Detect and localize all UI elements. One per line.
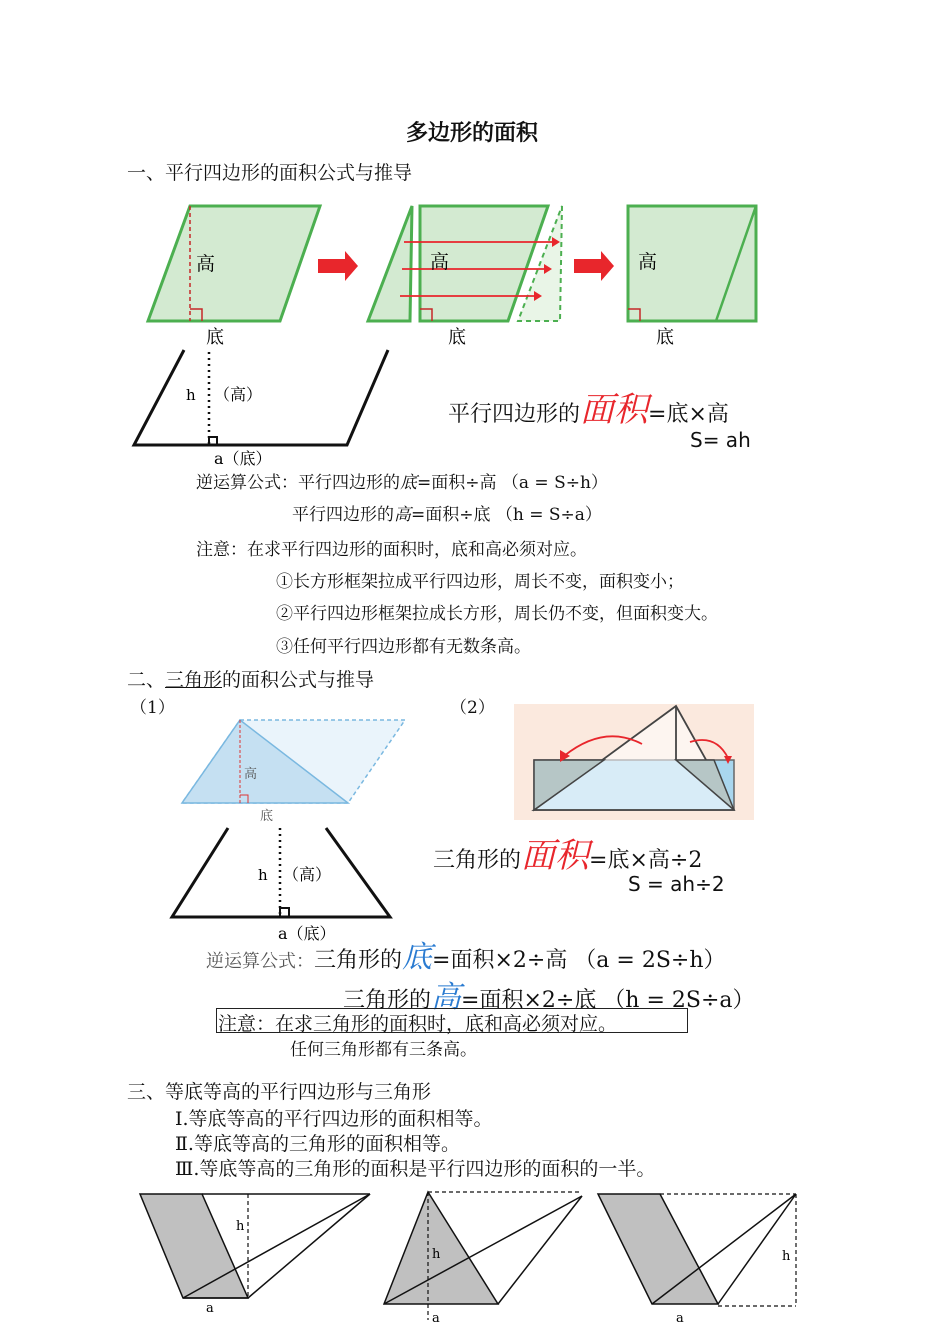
- fig1-height-label: 高: [196, 253, 216, 275]
- red-arrow-1: [318, 251, 358, 281]
- fig3-base-label: 底: [656, 327, 674, 348]
- parallelogram-inverse-2: 平行四边形的高=面积÷底 （h = S÷a）: [292, 505, 602, 525]
- diag2-base-label: a（底）: [278, 924, 336, 943]
- gray-triangle: [384, 1192, 498, 1304]
- section3-item-2: Ⅱ.等底等高的三角形的面积相等。: [175, 1133, 460, 1155]
- triangle-note: 注意：在求三角形的面积时，底和高必须对应。: [218, 1013, 618, 1035]
- diag2-h-label: h: [258, 866, 268, 884]
- section2-sub2: （2）: [450, 698, 495, 718]
- triangle-ha-diagram: [168, 826, 398, 948]
- diag1-h-label: h: [186, 386, 196, 404]
- tri-formula-emph-area: 面积: [521, 836, 590, 876]
- triangle-inverse-1: 逆运算公式：三角形的底=面积×2÷高 （a = 2S÷h）: [206, 940, 726, 975]
- section3-heading: 三、等底等高的平行四边形与三角形: [127, 1081, 432, 1103]
- parallelogram-inverse-1: 逆运算公式：平行四边形的底=面积÷高 （a = S÷h）: [196, 473, 608, 493]
- equal-base-height-figure-2: [382, 1188, 592, 1328]
- red-arrow-2: [574, 251, 614, 281]
- fig1-base-label: 底: [206, 327, 224, 348]
- section2-sub1: （1）: [130, 698, 175, 718]
- formula-emph-area: 面积: [580, 390, 649, 430]
- fig2-base-label: 底: [448, 327, 466, 348]
- fig-b2-a: a: [432, 1311, 440, 1326]
- diag1-height-label: （高）: [214, 385, 263, 404]
- fig-b1-a: a: [206, 1301, 214, 1316]
- parallelogram-note: 注意：在求平行四边形的面积时，底和高必须对应。: [196, 540, 587, 560]
- parallelogram-green-1: [148, 206, 320, 321]
- tri-fig-height-label: 高: [244, 767, 258, 782]
- triangle-area-symbol: S = ah÷2: [628, 872, 725, 896]
- fig-b2-h: h: [432, 1247, 441, 1262]
- cut-triangle: [368, 206, 412, 321]
- triangle-doubling-figure: [180, 718, 410, 828]
- parallelogram-cut-figure: [140, 198, 770, 353]
- page-title: 多边形的面积: [406, 120, 539, 146]
- fig-b3-a: a: [676, 1311, 684, 1326]
- parallelogram-point-2: ②平行四边形框架拉成长方形，周长仍不变，但面积变大。: [276, 604, 718, 624]
- triangle-folding-figure: [514, 704, 754, 820]
- triangle-inverse-2: 三角形的高=面积×2÷底 （h = 2S÷a）: [343, 980, 755, 1015]
- parallelogram-area-symbol: S= ah: [690, 428, 751, 452]
- parallelogram-area-formula: 平行四边形的面积=底×高: [448, 390, 729, 430]
- section1-heading: 一、平行四边形的面积公式与推导: [127, 162, 413, 184]
- section2-heading: 二、三角形的面积公式与推导: [127, 669, 375, 691]
- equal-base-height-figure-3: [596, 1188, 806, 1328]
- fig2-height-label: 高: [430, 251, 450, 273]
- parallelogram-ha-diagram: [132, 348, 402, 468]
- fig-b1-h: h: [236, 1219, 245, 1234]
- parallelogram-point-1: ①长方形框架拉成平行四边形，周长不变，面积变小；: [276, 572, 684, 592]
- diag1-base-label: a（底）: [214, 449, 272, 468]
- parallelogram-point-3: ③任何平行四边形都有无数条高。: [276, 637, 531, 657]
- fig-b3-h: h: [782, 1249, 791, 1264]
- equal-base-height-figure-1: [138, 1188, 378, 1318]
- triangle-extra: 任何三角形都有三条高。: [290, 1040, 477, 1060]
- section3-item-3: Ⅲ.等底等高的三角形的面积是平行四边形的面积的一半。: [175, 1158, 656, 1180]
- gray-parallelogram: [140, 1194, 248, 1298]
- gray-parallelogram-2: [598, 1194, 718, 1304]
- section3-item-1: Ⅰ.等底等高的平行四边形的面积相等。: [175, 1108, 493, 1130]
- fig3-height-label: 高: [638, 251, 658, 273]
- tri-fig-base-label: 底: [260, 809, 274, 824]
- triangle-area-formula: 三角形的面积=底×高÷2: [433, 836, 703, 876]
- diag2-height-label: （高）: [283, 865, 332, 884]
